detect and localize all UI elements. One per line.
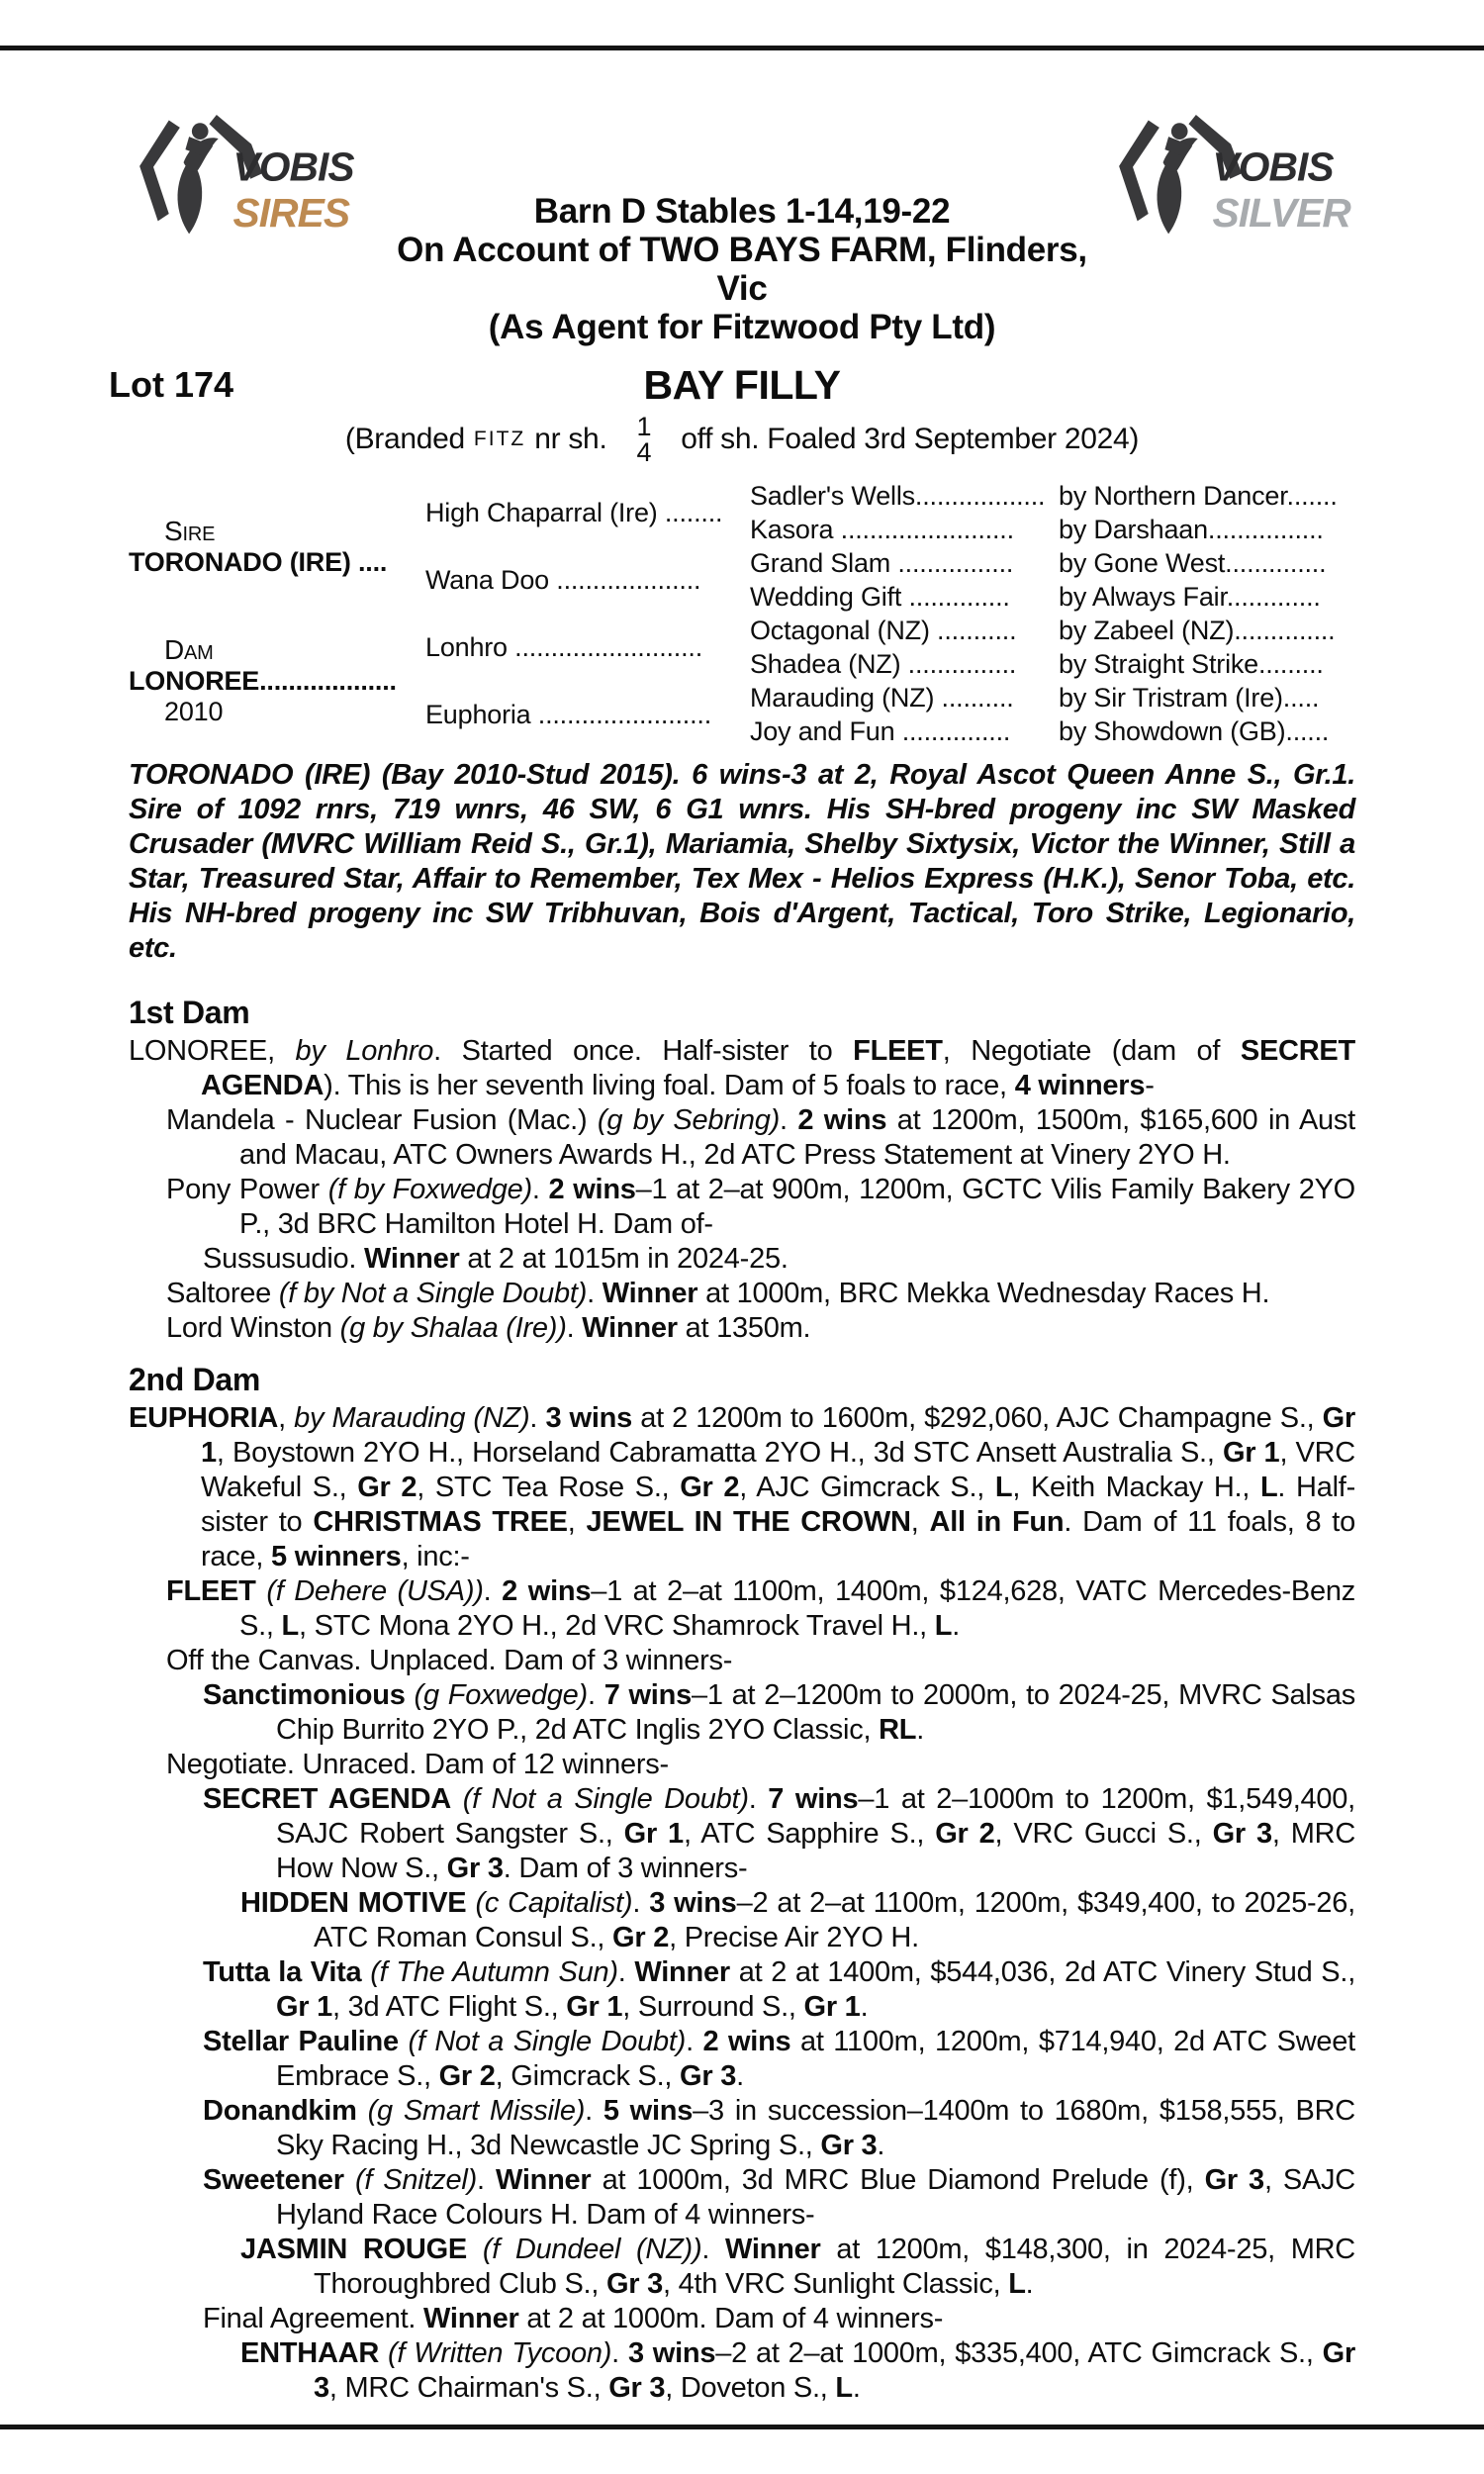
pedigree-entry: Stellar Pauline (f Not a Single Doubt). 2 wins at 1100m, 1200m, $714,940, 2d ATC Sweet Embrace S., Gr 2, Gimcrack S., Gr 3. — [203, 2026, 1355, 2092]
pedigree-ancestor: Wedding Gift .............. — [750, 581, 1010, 612]
pedigree-entry: FLEET (f Dehere (USA)). 2 wins–1 at 2–at 1100m, 1400m, $124,628, VATC Mercedes-Benz S., L, STC Mona 2YO H., 2d VRC Shamrock Travel H., L. — [166, 1575, 1355, 1642]
first-dam-section — [129, 995, 1355, 1346]
pedigree-entry: ENTHAAR (f Written Tycoon). 3 wins–2 at 2–at 1000m, $335,400, ATC Gimcrack S., Gr 3, MRC Chairman's S., Gr 3, Doveton S., L. — [240, 2337, 1355, 2404]
pedigree-table — [129, 479, 1355, 748]
pedigree-ancestor: Octagonal (NZ) ........... — [750, 615, 1017, 645]
first-dam-entries — [129, 1034, 1355, 1346]
pedigree-entry: Pony Power (f by Foxwedge). 2 wins–1 at 2–at 900m, 1200m, GCTC Vilis Family Bakery 2YO P., 3d BRC Hamilton Hotel H. Dam of- — [166, 1174, 1355, 1240]
pedigree-entry: Mandela - Nuclear Fusion (Mac.) (g by Sebring). 2 wins at 1200m, 1500m, $165,600 in Aust and Macau, ATC Owners Awards H., 2d ATC Press Statement at Vinery 2YO H. — [166, 1104, 1355, 1171]
account-line: On Account of TWO BAYS FARM, Flinders, Vic — [397, 231, 1087, 308]
pedigree-entry: Sweetener (f Snitzel). Winner at 1000m, 3d MRC Blue Diamond Prelude (f), Gr 3, SAJC Hyland Race Colours H. Dam of 4 winners- — [203, 2164, 1355, 2231]
agent-line: (As Agent for Fitzwood Pty Ltd) — [488, 308, 996, 346]
dam-name: LONOREE................... — [129, 666, 397, 696]
horse-title: BAY FILLY — [643, 362, 841, 408]
pedigree-ancestor: by Straight Strike......... — [1059, 648, 1324, 679]
pedigree-ancestor: Wana Doo .................... — [425, 564, 701, 595]
pedigree-ancestor: Sadler's Wells.................. — [750, 480, 1046, 511]
branded-line — [129, 414, 1355, 465]
sire-summary-paragraph: TORONADO (IRE) (Bay 2010-Stud 2015). 6 wins-3 at 2, Royal Ascot Queen Anne S., Gr.1. Sire of 1092 rnrs, 719 wnrs, 46 SW, 6 G1 wnrs. His SH-bred progeny inc SW Masked Crusader (MVRC William Reid S., Gr.1), Mariamia, Shelby Sixtysix, Victor the Winner, Still a Star, Treasured Star, Affair to Remember, Tex Mex - Helios Express (H.K.), Senor Toba, etc. His NH-bred progeny inc SW Tribhuvan, Bois d'Argent, Tactical, Toro Strike, Legionario, etc. — [129, 759, 1355, 964]
pedigree-ancestor: by Showdown (GB)...... — [1059, 715, 1330, 746]
pedigree-ancestor: Grand Slam ................ — [750, 547, 1014, 578]
pedigree-ancestor: Lonhro .......................... — [425, 631, 703, 662]
pedigree-entry: Tutta la Vita (f The Autumn Sun). Winner at 2 at 1400m, $544,036, 2d ATC Vinery Stud S., Gr 1, 3d ATC Flight S., Gr 1, Surround S., Gr 1. — [203, 1956, 1355, 2023]
brand-fitz: FITZ — [473, 428, 526, 450]
vobis-silver-logo — [1108, 107, 1355, 270]
logo-word-vobis: VOBIS — [1212, 143, 1334, 190]
sire-block — [129, 479, 425, 614]
pedigree-entry: Final Agreement. Winner at 2 at 1000m. Dam of 4 winners- — [203, 2303, 944, 2334]
pedigree-entry: Sussusudio. Winner at 2 at 1015m in 2024-25. — [203, 1243, 788, 1275]
bottom-rule — [0, 2425, 1484, 2429]
pedigree-ancestor: Shadea (NZ) ............... — [750, 648, 1017, 679]
pedigree-ancestor: by Darshaan................ — [1059, 514, 1324, 544]
pedigree-entry: SECRET AGENDA (f Not a Single Doubt). 7 wins–1 at 2–1000m to 1200m, $1,549,400, SAJC Robert Sangster S., Gr 1, ATC Sapphire S., Gr 2, VRC Gucci S., Gr 3, MRC How Now S., Gr 3. Dam of 3 winners- — [203, 1783, 1356, 1884]
pedigree-ancestor: by Zabeel (NZ).............. — [1059, 615, 1336, 645]
pedigree-entry: Sanctimonious (g Foxwedge). 7 wins–1 at 2–1200m to 2000m, to 2024-25, MVRC Salsas Chip Burrito 2YO P., 2d ATC Inglis 2YO Classic, RL. — [203, 1679, 1355, 1746]
sire-label: Sire — [164, 515, 216, 546]
branded-close: off sh. Foaled 3rd September 2024) — [681, 423, 1140, 455]
pedigree-entry: HIDDEN MOTIVE (c Capitalist). 3 wins–2 at 2–at 1100m, 1200m, $349,400, to 2025-26, ATC Roman Consul S., Gr 2, Precise Air 2YO H. — [240, 1887, 1355, 1953]
pedigree-ancestor: Kasora ........................ — [750, 514, 1014, 544]
section-heading-2nd-dam: 2nd Dam — [129, 1362, 261, 1397]
brand-fraction — [636, 414, 651, 465]
page-header — [129, 107, 1355, 346]
pedigree-ancestor: by Northern Dancer....... — [1059, 480, 1338, 511]
pedigree-entry: JASMIN ROUGE (f Dundeel (NZ)). Winner at 1200m, $148,300, in 2024-25, MRC Thoroughbred Club S., Gr 3, 4th VRC Sunlight Classic, L. — [240, 2234, 1355, 2300]
vobis-sires-logo — [129, 107, 376, 270]
logo-word-silver: SILVER — [1212, 189, 1350, 236]
pedigree-ancestor: Marauding (NZ) .......... — [750, 682, 1014, 713]
pedigree-entry: Negotiate. Unraced. Dam of 12 winners- — [166, 1749, 669, 1780]
consignor-block — [396, 107, 1088, 346]
logo-word-vobis: VOBIS — [232, 143, 354, 190]
lot-row — [109, 362, 1355, 410]
pedigree-ancestor: by Always Fair............. — [1059, 581, 1321, 612]
branded-nr-shoulder: nr sh. — [534, 423, 607, 455]
lot-number: Lot 174 — [109, 364, 234, 405]
pedigree-ancestor: Euphoria ........................ — [425, 699, 712, 729]
branded-open: (Branded — [344, 423, 465, 455]
pedigree-entry: EUPHORIA, by Marauding (NZ). 3 wins at 2 1200m to 1600m, $292,060, AJC Champagne S., Gr 1, Boystown 2YO H., Horseland Cabramatta 2YO H., 3d STC Ansett Australia S., Gr 1, VRC Wakeful S., Gr 2, STC Tea Rose S., Gr 2, AJC Gimcrack S., L, Keith Mackay H., L. Half-sister to CHRISTMAS TREE, JEWEL IN THE CROWN, All in Fun. Dam of 11 foals, 8 to race, 5 winners, inc:- — [129, 1402, 1356, 1572]
pedigree-entry: Off the Canvas. Unplaced. Dam of 3 winners- — [166, 1645, 733, 1676]
pedigree-entry: Donandkim (g Smart Missile). 5 wins–3 in succession–1400m to 1680m, $158,555, BRC Sky Racing H., 3d Newcastle JC Spring S., Gr 3. — [203, 2095, 1355, 2161]
pedigree-ancestor: Joy and Fun ............... — [750, 715, 1011, 746]
dam-year: 2010 — [164, 697, 224, 726]
pedigree-ancestor: by Sir Tristram (Ire)..... — [1059, 682, 1320, 713]
pedigree-ancestor: by Gone West.............. — [1059, 547, 1327, 578]
second-dam-section — [129, 1362, 1355, 2406]
dam-label: Dam — [164, 634, 214, 665]
pedigree-entry: LONOREE, by Lonhro. Started once. Half-sister to FLEET, Negotiate (dam of SECRET AGENDA). This is her seventh living foal. Dam of 5 foals to race, 4 winners- — [129, 1035, 1355, 1101]
fraction-numerator: 1 — [636, 412, 652, 441]
sire-name: TORONADO (IRE) .... — [129, 546, 388, 577]
pedigree-entry: Lord Winston (g by Shalaa (Ire)). Winner at 1350m. — [166, 1312, 811, 1344]
pedigree-entry: Saltoree (f by Not a Single Doubt). Winner at 1000m, BRC Mekka Wednesday Races H. — [166, 1278, 1270, 1309]
barn-line: Barn D Stables 1-14,19-22 — [533, 192, 951, 231]
pedigree-ancestor: High Chaparral (Ire) ........ — [425, 497, 723, 527]
logo-word-sires: SIRES — [232, 189, 350, 236]
dam-block — [129, 614, 425, 748]
fraction-denominator: 4 — [636, 437, 652, 467]
section-heading-1st-dam: 1st Dam — [129, 995, 250, 1030]
second-dam-entries — [129, 1401, 1355, 2406]
